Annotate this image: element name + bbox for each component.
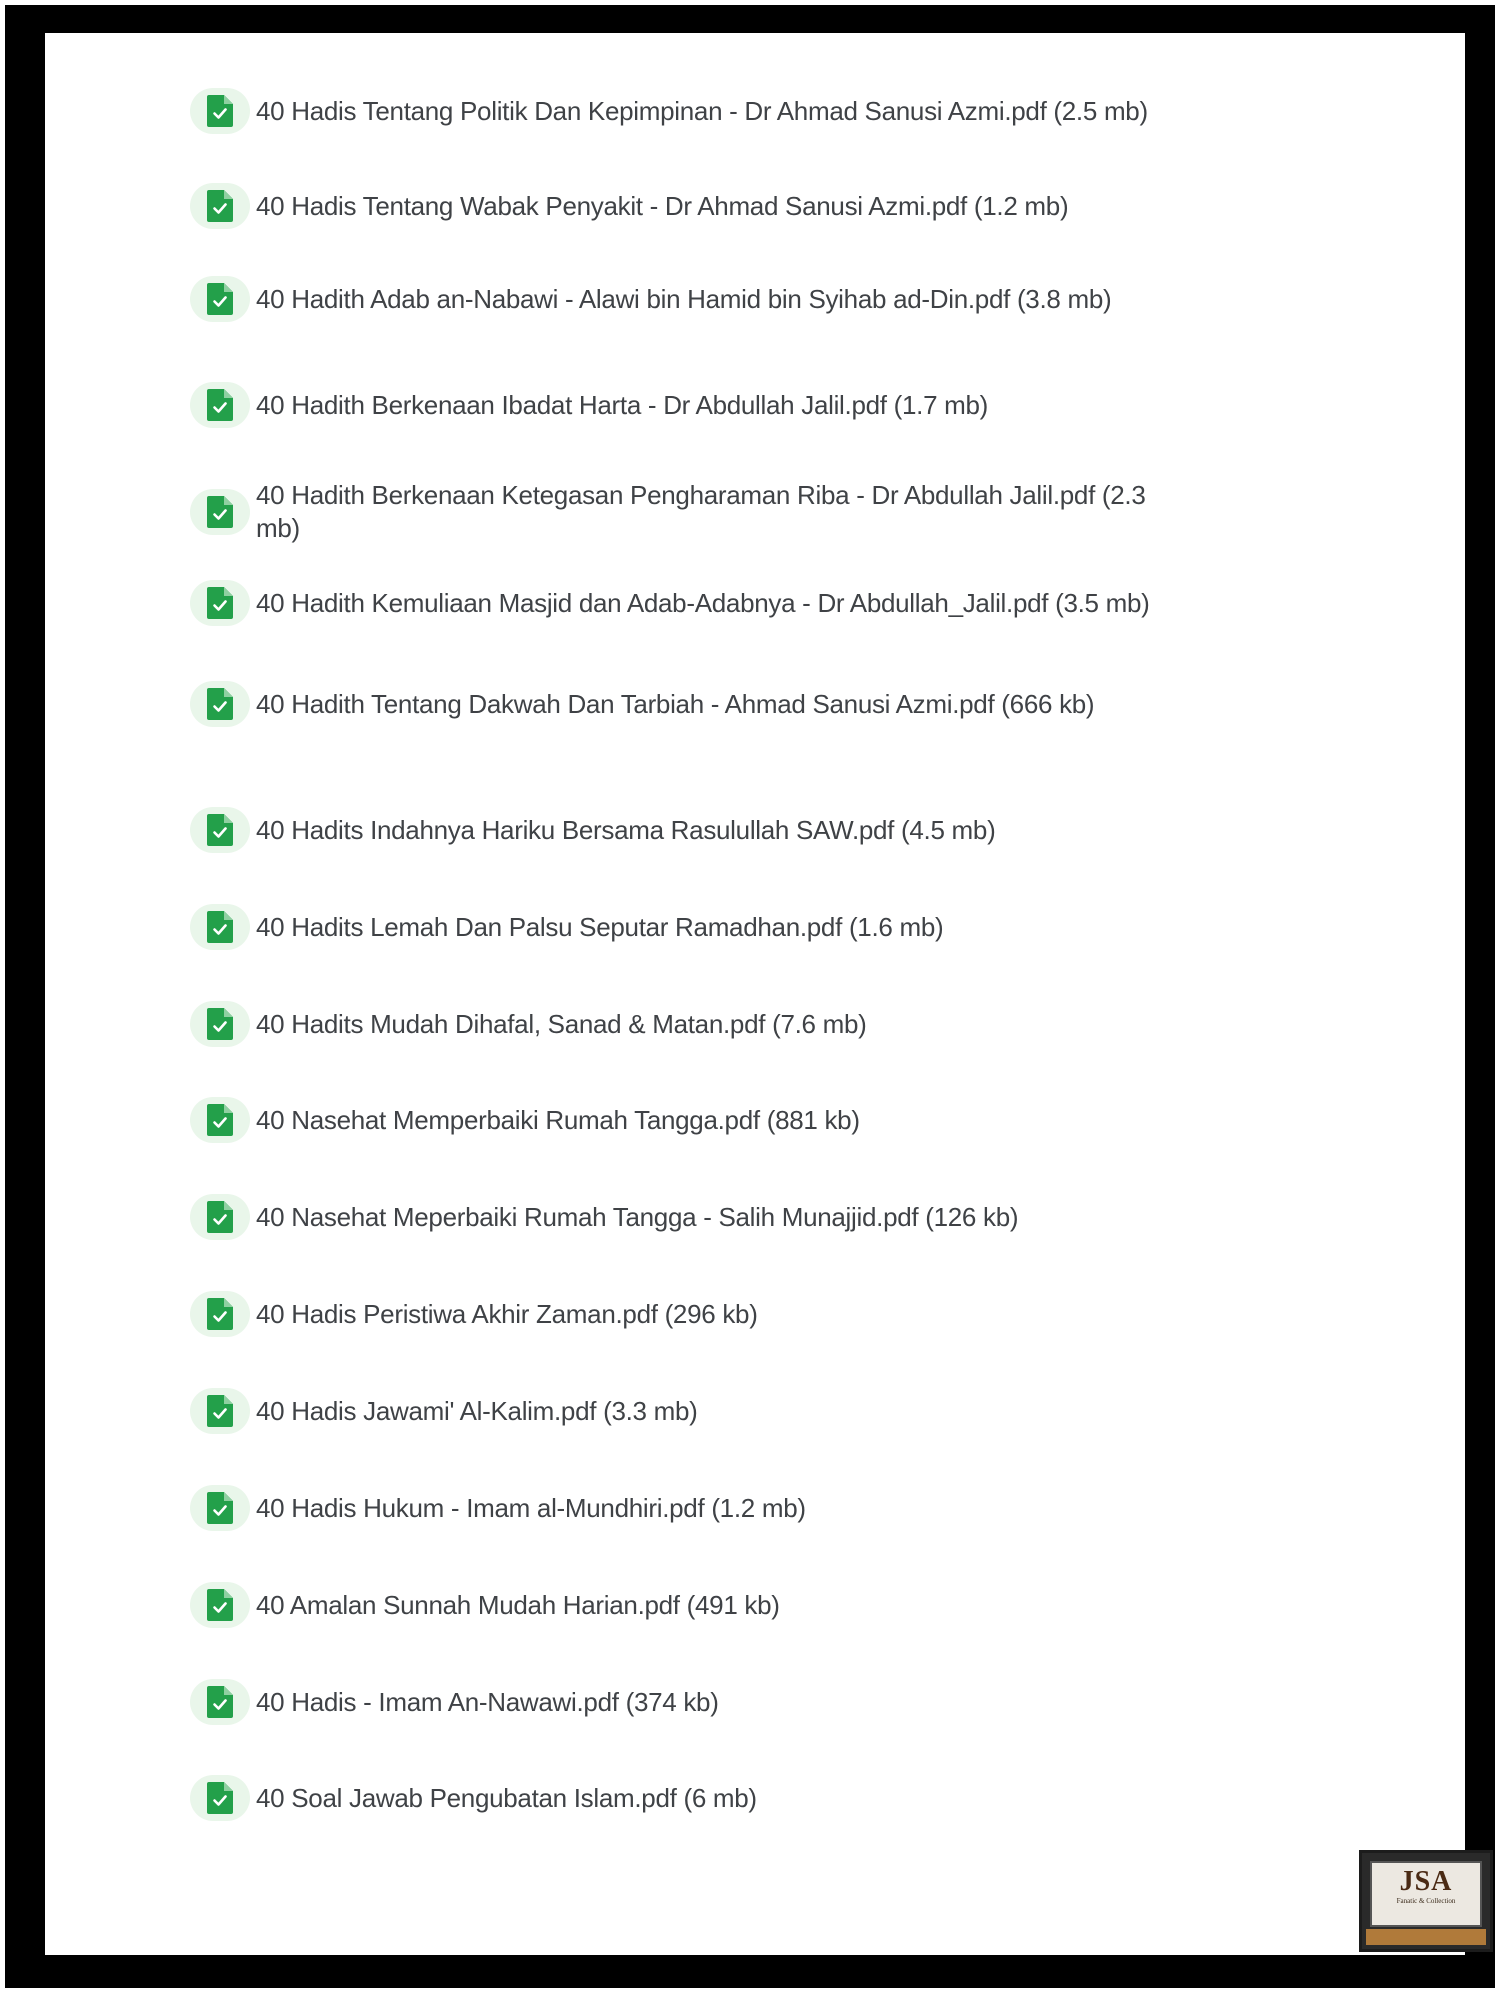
logo-subtitle: Fanatic & Collection	[1396, 1897, 1456, 1905]
file-name-link[interactable]: 40 Hadith Berkenaan Ibadat Harta - Dr Abdullah Jalil.pdf (1.7 mb)	[256, 389, 989, 420]
file-name-link[interactable]: 40 Hadis Tentang Wabak Penyakit - Dr Ahmad Sanusi Azmi.pdf (1.2 mb)	[256, 190, 1069, 221]
logo-title: JSA	[1399, 1866, 1453, 1897]
file-list-panel	[45, 33, 1465, 1955]
logo-desk	[1366, 1929, 1486, 1945]
file-check-icon	[190, 1388, 250, 1434]
file-name-link[interactable]: 40 Soal Jawab Pengubatan Islam.pdf (6 mb)	[256, 1782, 757, 1813]
file-name-link[interactable]: 40 Hadits Lemah Dan Palsu Seputar Ramadhan.pdf (1.6 mb)	[256, 911, 944, 942]
file-name-link[interactable]: 40 Hadith Kemuliaan Masjid dan Adab-Adabnya - Dr Abdullah_Jalil.pdf (3.5 mb)	[256, 587, 1150, 618]
file-list-item[interactable]	[190, 88, 1190, 134]
file-name-link[interactable]: 40 Nasehat Meperbaiki Rumah Tangga - Salih Munajjid.pdf (126 kb)	[256, 1201, 1019, 1232]
file-check-icon	[190, 807, 250, 853]
jsa-logo	[1359, 1850, 1493, 1952]
file-name-link[interactable]: 40 Hadis - Imam An-Nawawi.pdf (374 kb)	[256, 1686, 719, 1717]
file-name-link[interactable]: 40 Hadith Berkenaan Ketegasan Pengharaman Riba - Dr Abdullah Jalil.pdf (2.3 mb)	[256, 480, 1146, 543]
file-list-item[interactable]	[190, 580, 1190, 626]
black-border	[5, 5, 1495, 1988]
file-list-item[interactable]	[190, 479, 1190, 545]
file-name-link[interactable]: 40 Hadis Jawami' Al-Kalim.pdf (3.3 mb)	[256, 1395, 698, 1426]
file-check-icon	[190, 276, 250, 322]
file-list-item[interactable]	[190, 382, 1190, 428]
file-check-icon	[190, 1582, 250, 1628]
file-name-link[interactable]: 40 Hadits Indahnya Hariku Bersama Rasulullah SAW.pdf (4.5 mb)	[256, 814, 996, 845]
file-list-item[interactable]	[190, 1485, 1190, 1531]
file-list-item[interactable]	[190, 681, 1190, 727]
file-check-icon	[190, 1775, 250, 1821]
file-check-icon	[190, 382, 250, 428]
logo-screen	[1370, 1861, 1482, 1927]
file-list-item[interactable]	[190, 276, 1190, 322]
file-check-icon	[190, 1485, 250, 1531]
file-check-icon	[190, 580, 250, 626]
file-list-item[interactable]	[190, 1194, 1190, 1240]
file-list-item[interactable]	[190, 1001, 1190, 1047]
file-check-icon	[190, 1291, 250, 1337]
file-name-link[interactable]: 40 Hadis Peristiwa Akhir Zaman.pdf (296 kb)	[256, 1298, 758, 1329]
file-list-item[interactable]	[190, 1679, 1190, 1725]
file-name-link[interactable]: 40 Hadits Mudah Dihafal, Sanad & Matan.pdf (7.6 mb)	[256, 1008, 867, 1039]
file-check-icon	[190, 1001, 250, 1047]
file-list-item[interactable]	[190, 904, 1190, 950]
file-list-item[interactable]	[190, 1775, 1190, 1821]
file-name-link[interactable]: 40 Hadith Adab an-Nabawi - Alawi bin Hamid bin Syihab ad-Din.pdf (3.8 mb)	[256, 283, 1112, 314]
file-list-item[interactable]	[190, 807, 1190, 853]
file-check-icon	[190, 904, 250, 950]
file-check-icon	[190, 88, 250, 134]
file-check-icon	[190, 1097, 250, 1143]
file-check-icon	[190, 1194, 250, 1240]
file-check-icon	[190, 183, 250, 229]
file-check-icon	[190, 681, 250, 727]
file-check-icon	[190, 1679, 250, 1725]
file-name-link[interactable]: 40 Nasehat Memperbaiki Rumah Tangga.pdf (881 kb)	[256, 1104, 860, 1135]
file-name-link[interactable]: 40 Hadith Tentang Dakwah Dan Tarbiah - Ahmad Sanusi Azmi.pdf (666 kb)	[256, 688, 1095, 719]
file-name-link[interactable]: 40 Hadis Tentang Politik Dan Kepimpinan - Dr Ahmad Sanusi Azmi.pdf (2.5 mb)	[256, 95, 1148, 126]
file-name-link[interactable]: 40 Hadis Hukum - Imam al-Mundhiri.pdf (1.2 mb)	[256, 1492, 806, 1523]
file-list-item[interactable]	[190, 1291, 1190, 1337]
file-name-link[interactable]: 40 Amalan Sunnah Mudah Harian.pdf (491 kb)	[256, 1589, 780, 1620]
file-list-item[interactable]	[190, 183, 1190, 229]
file-list-item[interactable]	[190, 1097, 1190, 1143]
file-list-item[interactable]	[190, 1388, 1190, 1434]
file-list-item[interactable]	[190, 1582, 1190, 1628]
file-check-icon	[190, 489, 250, 535]
